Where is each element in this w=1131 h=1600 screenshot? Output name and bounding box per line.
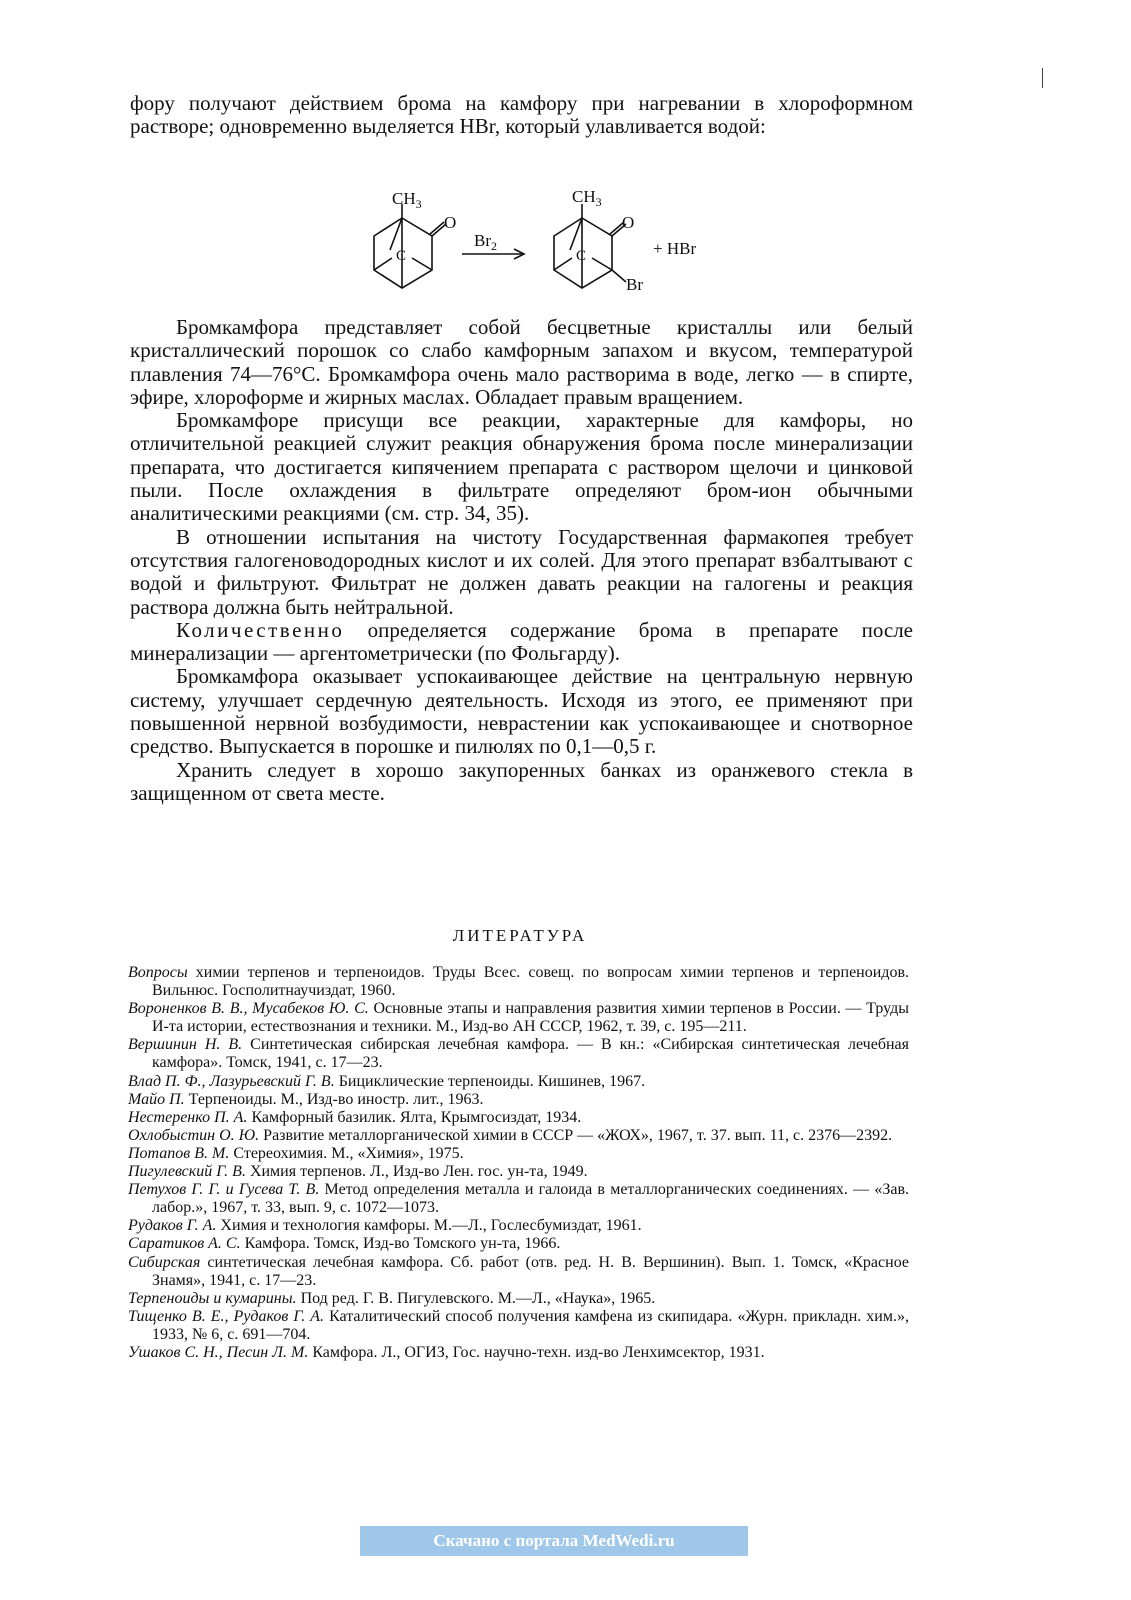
reference-author: Саратиков А. С. bbox=[128, 1235, 241, 1253]
reference-text: Камфора. Л., ОГИЗ, Гос. научно-техн. изд-во Ленхимсектор, 1931. bbox=[308, 1343, 765, 1361]
reference-text: Стереохимия. М., «Химия», 1975. bbox=[229, 1144, 464, 1162]
reference-text: Химия и технология камфоры. М.—Л., Гослесбумиздат, 1961. bbox=[216, 1217, 642, 1235]
reference-text: Камфорный базилик. Ялта, Крымгосиздат, 1934. bbox=[247, 1108, 582, 1126]
reference-text: синтетическая лечебная камфора. Сб. работ (отв. ред. Н. В. Вершинин). Вып. 1. Томск, «Красное Знамя», 1941, с. 17—23. bbox=[152, 1253, 909, 1289]
reference-item bbox=[128, 1290, 909, 1308]
intro-text: фору получают действием брома на камфору при нагревании в хлороформном растворе; одновременно выделяется HBr, который улавливается водой: bbox=[130, 91, 913, 139]
right-bridge-carbon-label: C bbox=[576, 248, 587, 264]
reference-text: Камфора. Томск, Изд-во Томского ун-та, 1966. bbox=[240, 1235, 561, 1253]
main-text bbox=[130, 316, 913, 805]
reference-text: Под ред. Г. В. Пигулевского. М.—Л., «Наука», 1965. bbox=[296, 1289, 656, 1307]
paragraph-assay bbox=[130, 619, 913, 666]
reference-author: Тищенко В. Е., Рудаков Г. А. bbox=[128, 1307, 325, 1325]
reference-author: Вершинин Н. В. bbox=[128, 1036, 243, 1054]
reference-author: Вопросы bbox=[128, 964, 188, 981]
paragraph-reactions: Бромкамфоре присущи все реакции, характерные для камфоры, но отличительной реакцией служит реакция обнаружения брома после минерализации препарата, что достигается кипячением препарата с раствором щелочи и цинковой пыли. После охлаждения в фильтрате определяют бром-ион обычными аналитическими реакциями (см. стр. 34, 35). bbox=[130, 408, 913, 526]
reagent-label: $Br_2$ bbox=[474, 231, 497, 253]
reference-text: Химия терпенов. Л., Изд-во Лен. гос. ун-та, 1949. bbox=[245, 1163, 588, 1181]
bromination-reaction-scheme bbox=[350, 178, 750, 298]
reference-text: Развитие металлорганической химии в СССР — «ЖОХ», 1967, т. 37. вып. 11, с. 2376—2392. bbox=[259, 1126, 893, 1144]
references-list bbox=[128, 964, 909, 1362]
right-oxygen-label: O bbox=[622, 213, 635, 232]
assay-spaced-word: Количественно bbox=[176, 617, 345, 642]
left-ch3-label: $CH_3$ bbox=[392, 189, 422, 211]
reference-author: Охлобыстин О. Ю. bbox=[128, 1126, 260, 1144]
reference-item bbox=[128, 1163, 909, 1181]
reference-item bbox=[128, 1217, 909, 1235]
reference-item bbox=[128, 1254, 909, 1290]
reference-item bbox=[128, 1235, 909, 1253]
paragraph-purity: В отношении испытания на чистоту Государственная фармакопея требует отсутствия галогеноводородных кислот и их солей. Для этого препарат взбалтывают с водой и фильтруют. Фильтрат не должен давать реакции на галогены и реакция раствора должна быть нейтральной. bbox=[130, 524, 913, 619]
reference-item bbox=[128, 1127, 909, 1145]
paragraph-usage: Бромкамфора оказывает успокаивающее действие на центральную нервную систему, улучшает сердечную деятельность. Исходя из этого, ее применяют при повышенной нервной возбудимости, неврастении как успокаивающее и снотворное средство. Выпускается в порошке и пилюлях по 0,1—0,5 г. bbox=[130, 664, 913, 759]
reference-item bbox=[128, 1109, 909, 1127]
reference-author: Пигулевский Г. В. bbox=[128, 1163, 246, 1181]
reference-item bbox=[128, 1000, 909, 1036]
left-bridge-carbon-label: C bbox=[396, 248, 407, 264]
reference-author: Нестеренко П. А. bbox=[128, 1108, 248, 1126]
assay-text: определяется содержание брома в препарате после минерализации — аргентометрически (по Фольгарду). bbox=[130, 617, 913, 666]
reference-author: Влад П. Ф., Лазурьевский Г. В. bbox=[128, 1072, 335, 1090]
reference-item bbox=[128, 964, 909, 1000]
reference-author: Рудаков Г. А. bbox=[128, 1217, 217, 1235]
reference-author: Сибирская bbox=[128, 1253, 201, 1271]
reference-text: Каталитический способ получения камфена из скипидара. «Журн. прикладн. хим.», 1933, № 6, с. 691—704. bbox=[152, 1307, 909, 1343]
reference-text: Синтетическая сибирская лечебная камфора. — В кн.: «Сибирская синтетическая лечебная камфора». Томск, 1941, с. 17—23. bbox=[152, 1036, 909, 1072]
reference-item bbox=[128, 1091, 909, 1109]
reference-author: Вороненков В. В., Мусабеков Ю. С. bbox=[128, 1000, 369, 1018]
reference-item bbox=[128, 1036, 909, 1072]
reference-author: Майо П. bbox=[128, 1090, 185, 1108]
left-oxygen-label: O bbox=[444, 213, 457, 232]
hbr-product-label: + HBr bbox=[653, 239, 697, 258]
right-ch3-label: $CH_3$ bbox=[572, 187, 602, 209]
reference-author: Потапов В. М. bbox=[128, 1144, 230, 1162]
reference-item bbox=[128, 1145, 909, 1163]
reference-item bbox=[128, 1344, 909, 1362]
reference-item bbox=[128, 1181, 909, 1217]
reference-text: химии терпенов и терпеноидов. Труды Всес. совещ. по вопросам химии терпенов и терпеноидов. Вильнюс. Госполитнаучиздат, 1960. bbox=[152, 964, 909, 1000]
reference-item bbox=[128, 1308, 909, 1344]
reference-text: Метод определения металла и галоида в металлорганических соединениях. — «Зав. лабор.», 1967, т. 33, вып. 9, с. 1072—1073. bbox=[152, 1181, 910, 1217]
paragraph-properties: Бромкамфора представляет собой бесцветные кристаллы или белый кристаллический порошок со слабо камфорным запахом и вкусом, температурой плавления 74—76°С. Бромкамфора очень мало растворима в воде, легко — в спирте, эфире, хлороформе и жирных маслах. Обладает правым вращением. bbox=[130, 315, 913, 409]
reference-text: Бициклические терпеноиды. Кишинев, 1967. bbox=[334, 1072, 646, 1090]
download-source-banner[interactable]: Скачано с портала MedWedi.ru bbox=[360, 1526, 748, 1556]
literature-heading: ЛИТЕРАТУРА bbox=[452, 926, 588, 945]
reference-author: Терпеноиды и кумарины. bbox=[128, 1289, 297, 1307]
reference-item bbox=[128, 1073, 909, 1091]
reference-text: Терпеноиды. М., Изд-во иностр. лит., 1963. bbox=[184, 1090, 484, 1108]
intro-paragraph bbox=[130, 92, 913, 139]
reference-text: Основные этапы и направления развития химии терпенов в России. — Труды И-та истории, естествознания и техники. М., Изд-во АН СССР, 1962, т. 39, с. 195—211. bbox=[152, 1000, 910, 1036]
reference-author: Петухов Г. Г. и Гусева Т. В. bbox=[128, 1181, 320, 1199]
bromine-label: Br bbox=[626, 275, 643, 294]
reference-author: Ушаков С. Н., Песин Л. М. bbox=[128, 1343, 309, 1361]
scan-artifact bbox=[1042, 68, 1043, 88]
paragraph-storage: Хранить следует в хорошо закупоренных банках из оранжевого стекла в защищенном от света месте. bbox=[130, 757, 913, 805]
